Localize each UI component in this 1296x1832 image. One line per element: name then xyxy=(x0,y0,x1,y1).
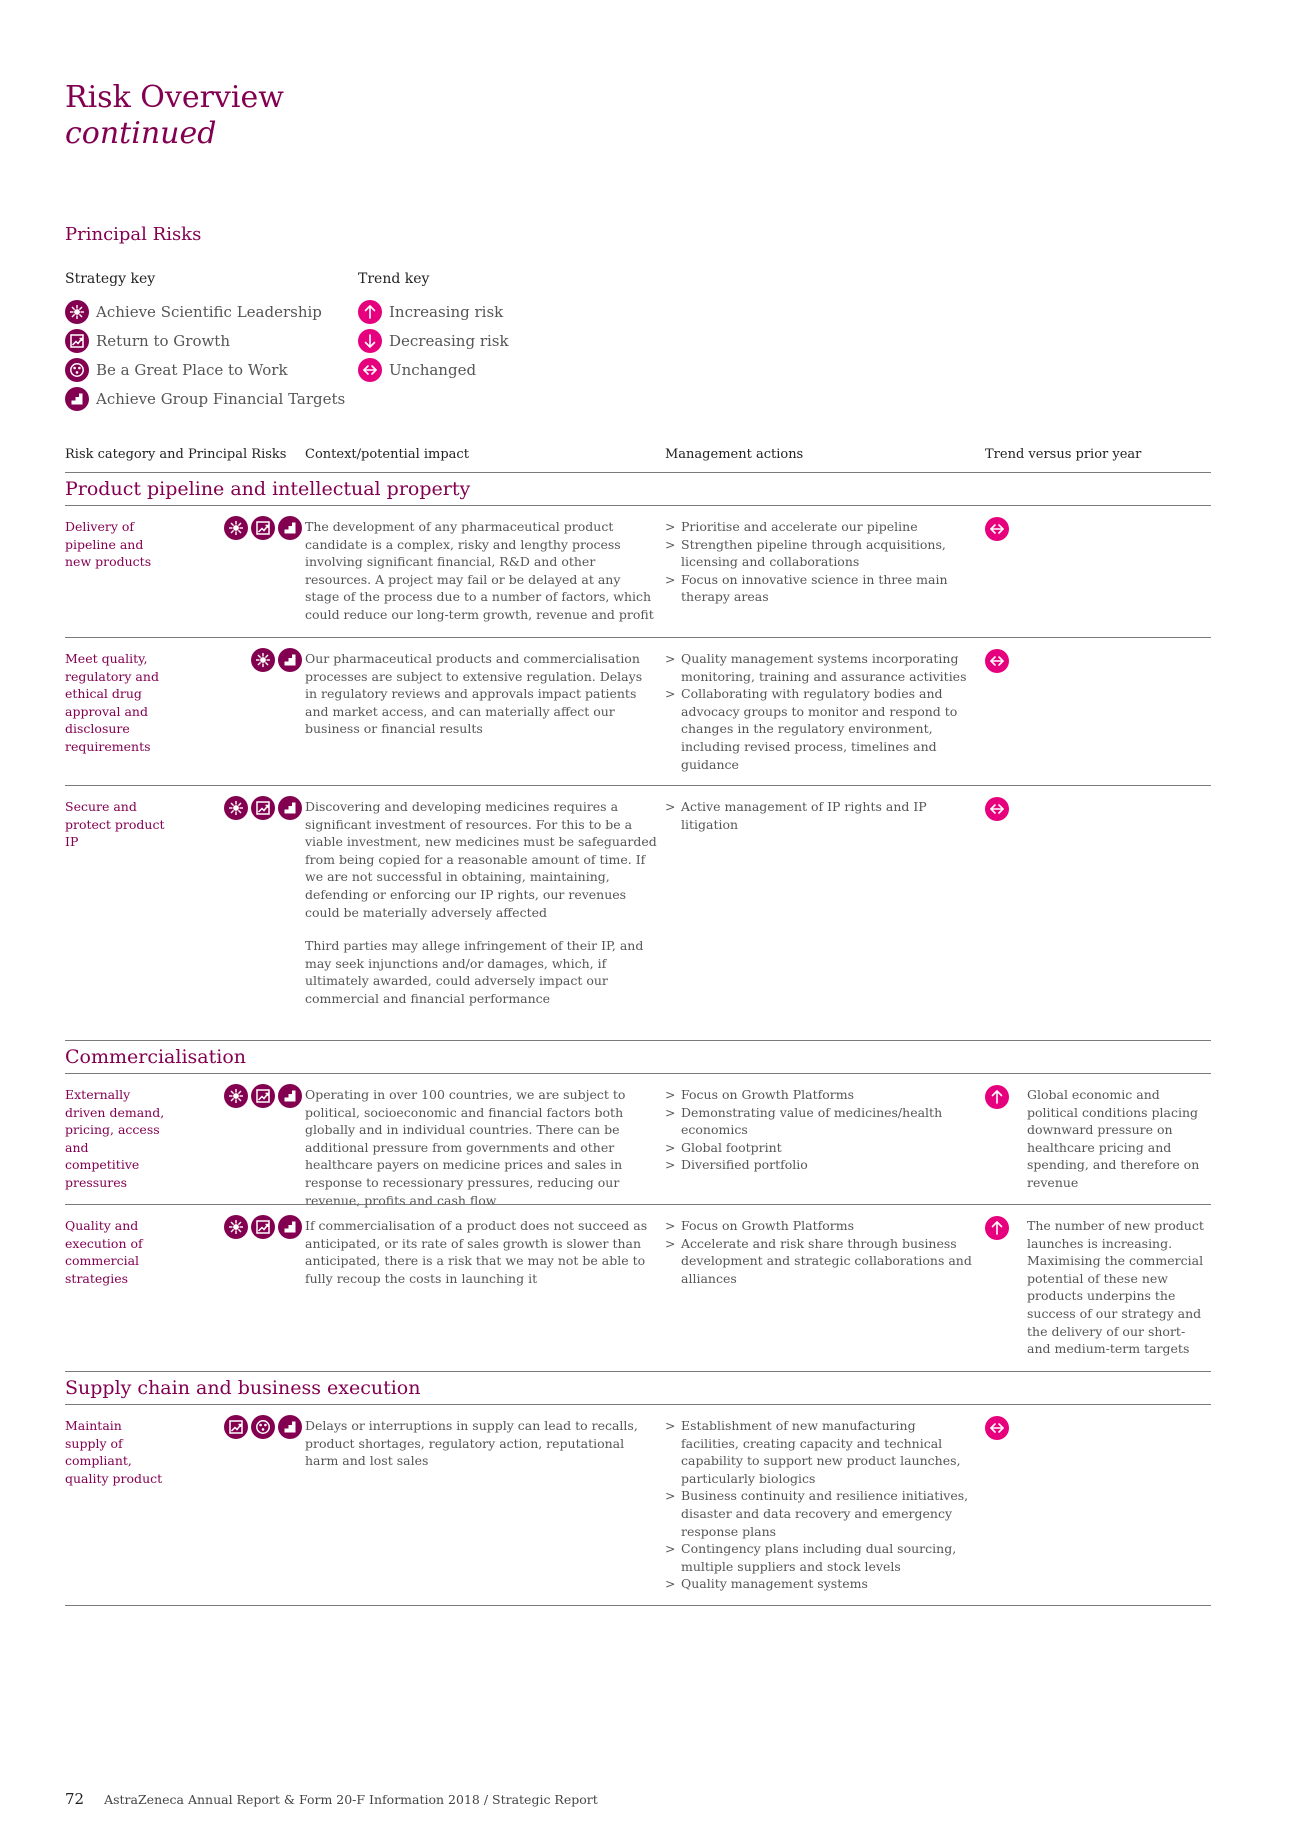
strategy-key-label: Be a Great Place to Work xyxy=(96,360,288,379)
trend-key-item xyxy=(358,326,509,355)
action-item: > Demonstrating value of medicines/health economics xyxy=(665,1104,975,1139)
strategy-key-item xyxy=(65,355,345,384)
strategy-key-item xyxy=(65,326,345,355)
action-item: > Global footprint xyxy=(665,1139,975,1157)
divider xyxy=(65,1605,1211,1606)
financial-steps-icon xyxy=(278,1084,302,1108)
management-actions xyxy=(665,798,975,833)
section-title-commercialisation: Commercialisation xyxy=(65,1046,247,1068)
section-label: Principal Risks xyxy=(65,224,202,245)
arrow-up-icon xyxy=(358,300,382,324)
arrow-left-right-icon xyxy=(985,1416,1009,1440)
financial-steps-icon xyxy=(278,1415,302,1439)
trend-key-label: Unchanged xyxy=(389,360,477,379)
action-item: > Quality management systems xyxy=(665,1575,975,1593)
divider xyxy=(65,1073,1211,1074)
risk-context xyxy=(305,650,657,754)
divider xyxy=(65,1040,1211,1041)
strategy-key-item xyxy=(65,384,345,413)
context-paragraph: The development of any pharmaceutical product candidate is a complex, risky and lengthy process involving significant financial, R&D and other resources. A project may fail or be delayed at any stage of the process due to a number of factors, which could reduce our long-term growth, revenue and profit xyxy=(305,519,654,622)
column-header-context: Context/potential impact xyxy=(305,447,469,462)
action-item: > Strengthen pipeline through acquisitions, licensing and collaborations xyxy=(665,536,975,571)
divider xyxy=(65,1371,1211,1372)
science-icon xyxy=(224,796,248,820)
divider xyxy=(65,1204,1211,1205)
risk-name: Secure and protect product IP xyxy=(65,799,165,850)
arrow-left-right-icon xyxy=(985,517,1009,541)
action-item: > Diversified portfolio xyxy=(665,1156,975,1174)
page-number: 72 xyxy=(65,1790,85,1808)
risk-context xyxy=(305,518,657,640)
trend-key-label: Decreasing risk xyxy=(389,331,509,350)
action-item: > Accelerate and risk share through business development and strategic collaborations and alliances xyxy=(665,1235,975,1288)
action-item: > Collaborating with regulatory bodies and advocacy groups to monitor and respond to changes in the regulatory environment, including revised process, timelines and guidance xyxy=(665,685,975,773)
strategy-key-label: Return to Growth xyxy=(96,331,230,350)
context-paragraph: Third parties may allege infringement of their IP, and may seek injunctions and/or damages, which, if ultimately awarded, could adversely impact our commercial and financial performance xyxy=(305,938,644,1006)
science-icon xyxy=(65,300,89,324)
context-paragraph: Our pharmaceutical products and commercialisation processes are subject to extensive regulation. Delays in regulatory reviews and approvals impact patients and market access, and can materially affect our business or financial results xyxy=(305,651,643,737)
growth-chart-icon xyxy=(251,516,275,540)
table-column-headers xyxy=(65,447,1211,463)
management-actions xyxy=(665,650,975,773)
risk-name: Delivery of pipeline and new products xyxy=(65,519,152,570)
people-icon xyxy=(65,358,89,382)
strategy-icons xyxy=(224,516,302,540)
page-subtitle: continued xyxy=(65,116,217,151)
trend-key-item xyxy=(358,355,509,384)
arrow-up-icon xyxy=(985,1085,1009,1109)
context-paragraph: Delays or interruptions in supply can lead to recalls, product shortages, regulatory action, reputational harm and lost sales xyxy=(305,1418,638,1469)
trend-key-label: Increasing risk xyxy=(389,302,504,321)
science-icon xyxy=(224,516,248,540)
arrow-left-right-icon xyxy=(358,358,382,382)
arrow-left-right-icon xyxy=(985,797,1009,821)
arrow-left-right-icon xyxy=(985,649,1009,673)
action-item: > Business continuity and resilience initiatives, disaster and data recovery and emergency response plans xyxy=(665,1487,975,1540)
strategy-key-heading: Strategy key xyxy=(65,271,156,287)
trend-note: The number of new product launches is increasing. Maximising the commercial potential of these new products underpins the success of our strategy and the delivery of our short- and medium-term targets xyxy=(1027,1218,1204,1357)
strategy-icons xyxy=(224,796,302,820)
science-icon xyxy=(251,648,275,672)
risk-context xyxy=(305,1217,657,1303)
divider xyxy=(65,505,1211,506)
science-icon xyxy=(224,1215,248,1239)
risk-context xyxy=(305,798,657,1024)
action-item: > Active management of IP rights and IP litigation xyxy=(665,798,975,833)
management-actions xyxy=(665,1417,975,1593)
context-paragraph: If commercialisation of a product does not succeed as anticipated, or its rate of sales growth is slower than anticipated, there is a risk that we may not be able to fully recoup the costs in launching it xyxy=(305,1218,648,1286)
strategy-key-label: Achieve Scientific Leadership xyxy=(96,302,322,321)
context-paragraph: Discovering and developing medicines requires a significant investment of resources. For this to be a viable investment, new medicines must be safeguarded from being copied for a reasonable amount of time. If we are not successful in obtaining, maintaining, defending or enforcing our IP rights, our revenues could be materially adversely affected xyxy=(305,799,657,920)
strategy-key-label: Achieve Group Financial Targets xyxy=(96,389,346,408)
risk-name: Maintain supply of compliant, quality product xyxy=(65,1418,163,1486)
strategy-icons xyxy=(224,1215,302,1239)
people-icon xyxy=(251,1415,275,1439)
page-title: Risk Overview xyxy=(65,80,284,115)
trend-key-item xyxy=(358,297,509,326)
action-item: > Quality management systems incorporating monitoring, training and assurance activities xyxy=(665,650,975,685)
action-item: > Focus on innovative science in three main therapy areas xyxy=(665,571,975,606)
divider xyxy=(65,785,1211,786)
arrow-down-icon xyxy=(358,329,382,353)
growth-chart-icon xyxy=(251,1215,275,1239)
strategy-icons xyxy=(251,648,302,672)
risk-name: Externally driven demand, pricing, access and competitive pressures xyxy=(65,1087,165,1190)
growth-chart-icon xyxy=(251,1084,275,1108)
arrow-up-icon xyxy=(985,1216,1009,1240)
trend-key xyxy=(358,297,509,384)
financial-steps-icon xyxy=(278,516,302,540)
growth-chart-icon xyxy=(251,796,275,820)
action-item: > Focus on Growth Platforms xyxy=(665,1086,975,1104)
management-actions xyxy=(665,1217,975,1287)
risk-name: Quality and execution of commercial strategies xyxy=(65,1218,143,1286)
divider xyxy=(65,472,1211,473)
section-title-supply-chain: Supply chain and business execution xyxy=(65,1377,421,1399)
action-item: > Contingency plans including dual sourcing, multiple suppliers and stock levels xyxy=(665,1540,975,1575)
science-icon xyxy=(224,1084,248,1108)
strategy-icons xyxy=(224,1084,302,1108)
action-item: > Prioritise and accelerate our pipeline xyxy=(665,518,975,536)
page-footer xyxy=(65,1790,598,1808)
context-paragraph: Operating in over 100 countries, we are subject to political, socioeconomic and financial factors both globally and in individual countries. There can be additional pressure from governments and other healthcare payers on medicine prices and sales in response to recessionary pressures, reducing our revenue, profits and cash flow xyxy=(305,1087,626,1208)
column-header-trend: Trend versus prior year xyxy=(985,447,1142,462)
growth-chart-icon xyxy=(224,1415,248,1439)
action-item: > Establishment of new manufacturing facilities, creating capacity and technical capability to support new product launches, particularly biologics xyxy=(665,1417,975,1487)
growth-chart-icon xyxy=(65,329,89,353)
financial-steps-icon xyxy=(65,387,89,411)
strategy-key-item xyxy=(65,297,345,326)
footer-text: AstraZeneca Annual Report & Form 20-F Information 2018 / Strategic Report xyxy=(104,1792,598,1807)
strategy-key xyxy=(65,297,345,413)
section-title-pipeline: Product pipeline and intellectual property xyxy=(65,478,471,500)
risk-context xyxy=(305,1417,657,1486)
trend-note: Global economic and political conditions placing downward pressure on healthcare pricing and spending, and therefore on revenue xyxy=(1027,1087,1200,1190)
divider xyxy=(65,637,1211,638)
management-actions xyxy=(665,518,975,606)
action-item: > Focus on Growth Platforms xyxy=(665,1217,975,1235)
financial-steps-icon xyxy=(278,796,302,820)
column-header-risk: Risk category and Principal Risks xyxy=(65,447,287,462)
management-actions xyxy=(665,1086,975,1174)
trend-key-heading: Trend key xyxy=(358,271,430,287)
column-header-actions: Management actions xyxy=(665,447,804,462)
strategy-icons xyxy=(224,1415,302,1439)
financial-steps-icon xyxy=(278,648,302,672)
risk-name: Meet quality, regulatory and ethical drug approval and disclosure requirements xyxy=(65,651,159,754)
divider xyxy=(65,1404,1211,1405)
financial-steps-icon xyxy=(278,1215,302,1239)
